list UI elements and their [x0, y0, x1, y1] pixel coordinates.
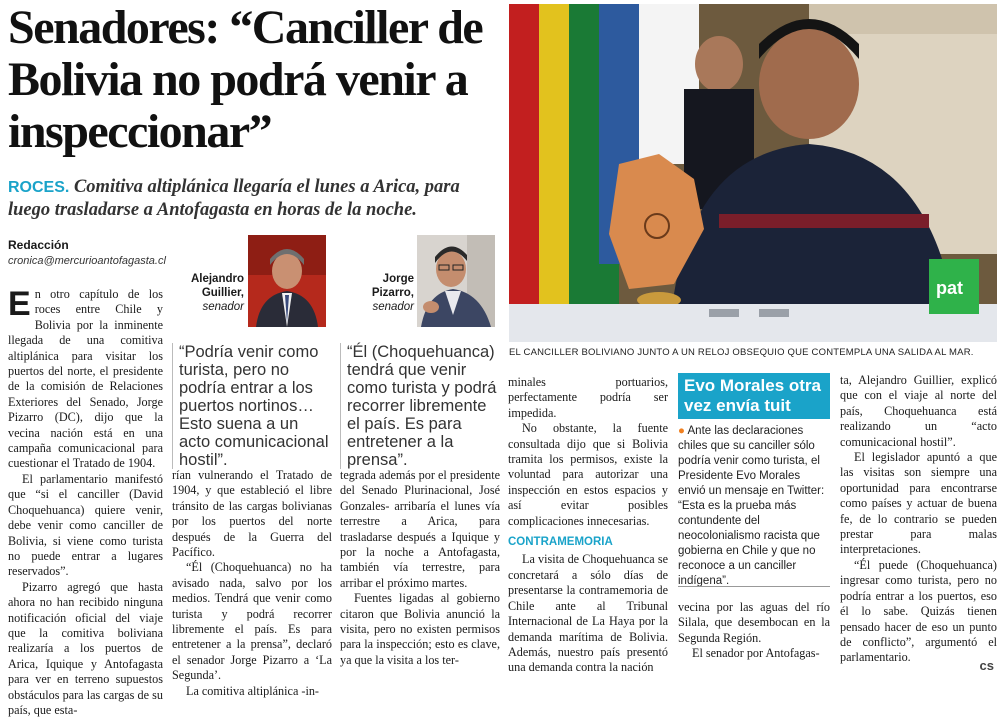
article-column-2	[172, 468, 332, 699]
portrait-pizarro	[417, 235, 495, 327]
paragraph: vecina por las aguas del río Silala, que desembocan en la Segunda Región.	[678, 600, 830, 645]
paragraph: Fuentes ligadas al gobierno citaron que Bolivia anunció la visita, pero no existen permisos para la inspección; esto es clave, ya que la visita a los ter-	[340, 591, 500, 667]
portrait-role: senador	[202, 301, 244, 313]
drop-cap: E	[8, 285, 31, 323]
bullet-dot-icon: ●	[678, 425, 685, 437]
byline-email[interactable]: cronica@mercurioantofagasta.cl	[8, 255, 166, 267]
portrait-name: Alejandro Guillier,	[190, 273, 244, 299]
paragraph: “Él (Choquehuanca) no ha avisado nada, salvo por los medios. Tendrá que venir como turista y podrá recorrer libremente el país. Es para entretener a la prensa”, declaró el senador Jorge Pizarro a ‘La Segunda’.	[172, 560, 332, 683]
main-photo	[509, 4, 997, 342]
byline-author: Redacción	[8, 238, 69, 252]
portrait-guillier	[248, 235, 326, 327]
article-column-4	[508, 375, 668, 676]
headline: Senadores: “Canciller de Bolivia no podrá venir a inspeccionar”	[8, 1, 483, 158]
end-mark-icon: cs	[979, 658, 994, 673]
portrait-caption-pizarro	[344, 272, 414, 314]
portrait-name: Jorge Pizarro,	[371, 273, 414, 299]
deck-tag: ROCES.	[8, 179, 70, 196]
paragraph: El parlamentario manifestó que “si el canciller (David Choquehuanca) quiere venir, debe venir como canciller de Bolivia, si viene como turista no puede entrar a lugares reservados”.	[8, 471, 163, 579]
paragraph-text: n otro capítulo de los roces entre Chile y Bolivia por la inminente llegada de una comitiva altiplánica para visitar los puertos del norte, el presidente de la comisión de Relaciones Exteriores del Senado, Jorge Pizarro (DC), dijo que la vecina nación está en una campaña comunicacional para cuestionar el Tratado de 1904.	[8, 287, 163, 471]
photo-caption: EL CANCILLER BOLIVIANO JUNTO A UN RELOJ OBSEQUIO QUE CONTEMPLA UNA SALIDA AL MAR.	[509, 347, 974, 358]
paragraph: tegrada además por el presidente del Senado Plurinacional, José Gonzales- arribaría el lunes vía terrestre a Arica, para trasladarse después a Iquique y por la noche a Antofagasta, también vía terrestre, para arribar el próximo martes.	[340, 468, 500, 590]
paragraph: El senador por Antofagas-	[692, 646, 820, 661]
deck-text: Comitiva altiplánica llegaría el lunes a Arica, para luego trasladarse a Antofagasta en horas de la noche.	[8, 177, 460, 220]
article-column-3	[340, 468, 500, 668]
paragraph: minales portuarios, perfectamente podría ser impedida.	[508, 375, 668, 420]
pull-quote-pizarro: “Él (Choquehuanca) tendrá que venir como turista y podrá recorrer libremente el país. Es para entretener a la prensa”.	[340, 343, 500, 469]
subhead-contramemoria: CONTRAMEMORIA	[508, 536, 613, 549]
portrait-role: senador	[372, 301, 414, 313]
article-column-5	[678, 600, 830, 662]
deck	[8, 176, 503, 221]
paragraph: rían vulnerando el Tratado de 1904, y que estableció el libre tránsito de las cargas bolivianas por los puertos del norte después de la Guerra del Pacífico.	[172, 468, 332, 560]
paragraph	[8, 287, 163, 472]
paragraph: El legislador apuntó a que las visitas son siempre una oportunidad para encontrarse como países y actuar de buena fe, de lo contrario se pueden prestar para malas interpretaciones.	[840, 450, 997, 557]
article-column-6	[840, 373, 997, 666]
sidebar-body	[678, 424, 830, 589]
byline	[8, 238, 166, 267]
paragraph: No obstante, la fuente consultada dijo que si Bolivia tramita los permisos, existe la voluntad para autorizar una inspección en estos espacios y así evitar posibles complicaciones innecesarias.	[508, 421, 668, 528]
paragraph: La visita de Choquehuanca se concretará a sólo días de presentarse la contramemoria de Chile ante al Tribunal Internacional de La Haya por la demanda marítima de Bolivia. Además, nuestro país presentó una demanda contra la nación	[508, 552, 668, 675]
paragraph: La comitiva altiplánica -in-	[186, 683, 319, 698]
paragraph: ta, Alejandro Guillier, explicó que con el viaje al norte del país, Choquehuanca está realizando un “acto comunicacional hostil”.	[840, 373, 997, 449]
portrait-caption-guillier	[164, 272, 244, 314]
paragraph: “Él puede (Choquehuanca) ingresar como turista, pero no podría entrar a los puertos, eso él lo sabe. Quizás tienen pensado hacer de eso un punto de conflicto”, argumentó el parlamentario.	[840, 557, 997, 665]
sidebar-title: Evo Morales otra vez envía tuit	[678, 373, 830, 419]
article-column-1	[8, 287, 163, 718]
sidebar-divider	[678, 586, 830, 587]
pull-quote-guillier: “Podría venir como turista, pero no podría entrar a los puertos nortinos… Esto suena a un acto comunicacional hostil”.	[172, 343, 332, 469]
paragraph: Pizarro agregó que hasta ahora no han recibido ninguna notificación oficial del viaje que la comitiva boliviana realizaría a los puertos de Arica, Iquique y Antofagasta para ver en terreno supuestos obstáculos para las cargas de su país, que esta-	[8, 579, 163, 717]
microphone-sign-text: pat	[936, 278, 963, 298]
sidebar-text: Ante las declaraciones chiles que su canciller sólo podría venir como turista, el Presidente Evo Morales envió un mensaje en Twitter: “Esta es la prueba más contundente del neocolonialismo racista que gobierna en Chile y que no reconoce a un canciller indígena”.	[678, 425, 825, 587]
